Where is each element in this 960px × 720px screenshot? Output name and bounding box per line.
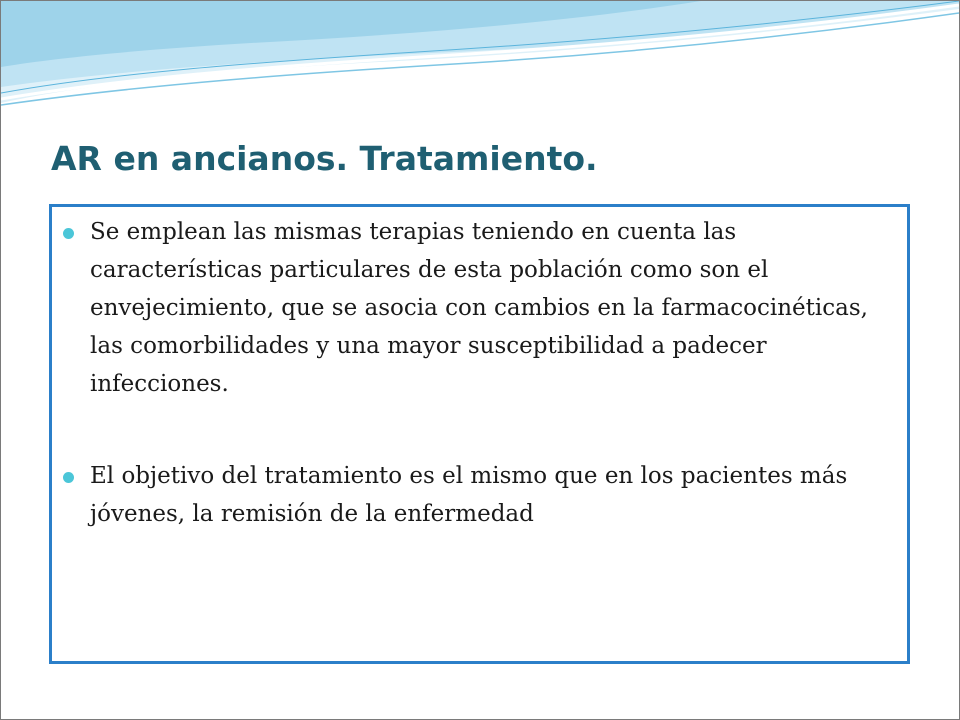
bullet-text: El objetivo del tratamiento es el mismo que en los pacientes más jóvenes, la remisión de la enfermedad [90,463,848,527]
content-box [49,204,910,664]
bullet-text: Se emplean las mismas terapias teniendo en cuenta las características particulares de esta población como son el envejecimiento, que se asocia con cambios en la farmacocinéticas, las comorbilidades y una mayor susceptibilidad a padecer infecciones. [90,219,868,397]
bullet-dot-icon [63,228,74,239]
slide-title: AR en ancianos. Tratamiento. [51,139,598,178]
decorative-swoosh-banner [1,1,959,121]
bullet-item [90,213,890,403]
bullet-dot-icon [63,472,74,483]
bullet-item [90,457,890,533]
